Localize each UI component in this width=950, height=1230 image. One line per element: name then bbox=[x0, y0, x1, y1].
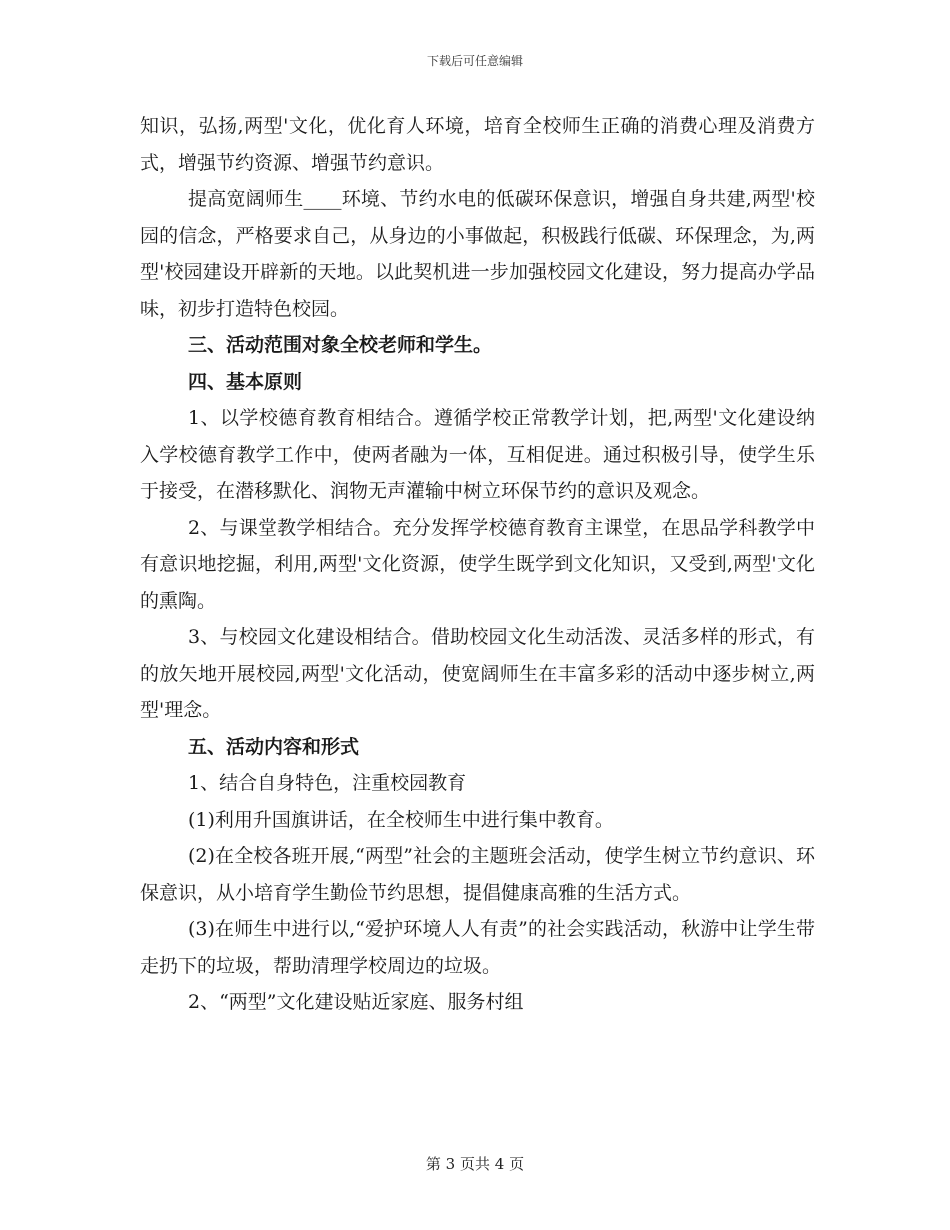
principle-item-2: 2、与课堂教学相结合。充分发挥学校德育教育主课堂，在思品学科教学中有意识地挖掘，利用,两型'文化资源，使学生既学到文化知识，又受到,两型'文化的熏陶。 bbox=[140, 516, 815, 612]
section-heading-content: 五、活动内容和形式 bbox=[188, 735, 360, 758]
paragraph-continuation: 知识，弘扬,两型'文化，优化育人环境，培育全校师生正确的消费心理及消费方式，增强节约资源、增强节约意识。 bbox=[140, 115, 815, 174]
content-subitem-3: (3)在师生中进行以,“爱护环境人人有责”的社会实践活动，秋游中让学生带走扔下的垃圾，帮助清理学校周边的垃圾。 bbox=[140, 918, 815, 977]
document-body bbox=[140, 108, 815, 1021]
page-header: 下载后可任意编辑 bbox=[426, 54, 523, 68]
paragraph-awareness: 提高宽阔师生____环境、节约水电的低碳环保意识，增强自身共建,两型'校园的信念，严格要求自己，从身边的小事做起，积极践行低碳、环保理念，为,两型'校园建设开辟新的天地。以此契机进一步加强校园文化建设，努力提高办学品味，初步打造特色校园。 bbox=[140, 188, 815, 320]
section-heading-scope: 三、活动范围对象全校老师和学生。 bbox=[188, 334, 493, 356]
page-footer: 第 3 页共 4 页 bbox=[425, 1155, 525, 1173]
section-heading-principles: 四、基本原则 bbox=[188, 370, 303, 393]
principle-item-3: 3、与校园文化建设相结合。借助校园文化生动活泼、灵活多样的形式，有的放矢地开展校园,两型'文化活动，使宽阔师生在丰富多彩的活动中逐步树立,两型'理念。 bbox=[140, 626, 815, 721]
content-subitem-2: (2)在全校各班开展,“两型”社会的主题班会活动，使学生树立节约意识、环保意识，从小培育学生勤俭节约思想，提倡健康高雅的生活方式。 bbox=[140, 845, 815, 904]
content-subitem-1: (1)利用升国旗讲话，在全校师生中进行集中教育。 bbox=[188, 808, 614, 831]
principle-item-1: 1、以学校德育教育相结合。遵循学校正常教学计划，把,两型'文化建设纳入学校德育教学工作中，使两者融为一体，互相促进。通过积极引导，使学生乐于接受，在潜移默化、润物无声灌输中树立环保节约的意识及观念。 bbox=[140, 407, 815, 502]
content-item-1: 1、结合自身特色，注重校园教育 bbox=[188, 772, 467, 794]
content-item-2: 2、“两型”文化建设贴近家庭、服务村组 bbox=[188, 991, 524, 1013]
